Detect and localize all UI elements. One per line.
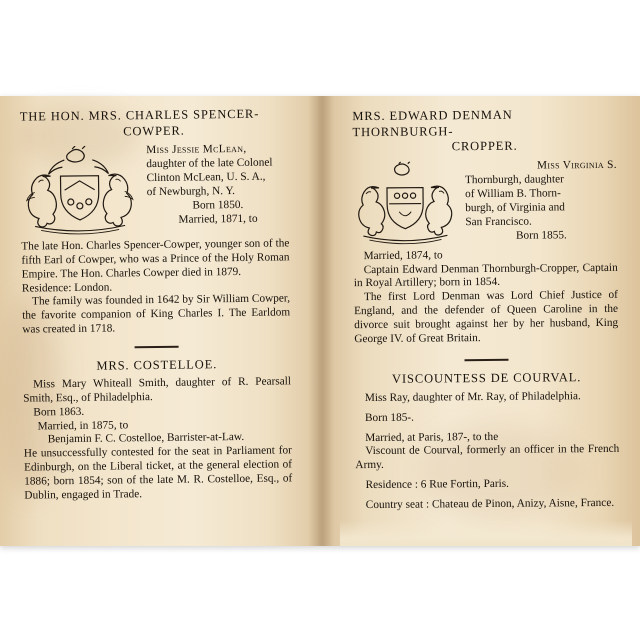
lead-line: Thornburgh, daughter	[464, 173, 564, 187]
entry-paragraph: Residence: London.	[21, 281, 113, 295]
entry-paragraph: Miss Mary Whiteall Smith, daughter of R. Pearsall Smith, Esq., of Philadelphia.	[23, 375, 292, 405]
entry-paragraph: Residence : 6 Rue Fortin, Paris.	[365, 477, 510, 491]
entry-paragraph: He unsuccessfully contested for the seat in Parliament for Edinburgh, on the Liberal ticket, at the general election of 1886; born 1854; son of the late M. R. Costelloe, Esq., of Dublin, engaged in Trade.	[23, 444, 293, 502]
entry-paragraph: The late Hon. Charles Spencer-Cowper, younger son of the fifth Earl of Cowper, who was a Prince of the Holy Roman Empire. The Hon. Charles Cowper died in 1879.	[21, 237, 290, 281]
coat-of-arms-crest-icon	[20, 145, 139, 238]
entry-title-line2: COWPER.	[123, 123, 185, 139]
entry-title: VISCOUNTESS DE COURVAL.	[391, 370, 582, 387]
lead-line: burgh, of Virginia and	[465, 201, 565, 215]
section-divider	[135, 345, 179, 348]
lead-line: Married, 1871, to	[178, 213, 258, 226]
book-gutter-shadow	[308, 96, 334, 546]
entry-paragraph: Married, 1874, to	[363, 249, 443, 262]
left-page	[8, 96, 304, 546]
entry-paragraph: Captain Edward Denman Thornburgh-Cropper, Captain in Royal Artillery; born in 1854.	[353, 261, 618, 290]
lead-line: Clinton McLean, U. S. A.,	[146, 170, 266, 185]
entry-paragraph: The first Lord Denman was Lord Chief Justice of England, and the defender of Queen Caroline in the divorce suit brought against her by her husband, King George IV. of Great Britain.	[354, 289, 619, 345]
entry-paragraph: The family was founded in 1642 by Sir William Cowper, the favorite companion of King Charles I. The Earldom was created in 1718.	[22, 292, 291, 336]
entry-title-line1: THE HON. MRS. CHARLES SPENCER-	[19, 106, 260, 124]
entry-paragraph: Miss Ray, daughter of Mr. Ray, of Philadelphia.	[364, 390, 581, 405]
lead-line: Miss Jessie McLean,	[146, 143, 247, 157]
coat-of-arms-crest-icon	[353, 161, 458, 248]
entry-header-block	[20, 142, 289, 241]
open-book-photo	[0, 96, 640, 546]
lead-line: San Francisco.	[465, 215, 532, 229]
entry-paragraph: Married, at Paris, 187-, to the	[365, 430, 499, 444]
entry-paragraph: Married, in 1875, to	[37, 419, 129, 433]
entry-title	[20, 106, 288, 141]
entry-paragraph: Born 1863.	[33, 405, 85, 419]
entry-header-block	[353, 158, 618, 250]
entry-paragraph: Born 185-.	[364, 411, 414, 424]
section-divider	[464, 359, 508, 361]
lead-line: of William B. Thorn-	[464, 187, 561, 201]
entry-paragraph: Viscount de Courval, formerly an officer in the French Army.	[355, 443, 620, 472]
lead-line: daughter of the late Colonel	[146, 156, 273, 171]
page-edge-fade	[340, 520, 632, 546]
lead-line: Born 1850.	[192, 199, 244, 212]
entry-title-line2: CROPPER.	[451, 138, 518, 154]
entry-title: MRS. COSTELLOE.	[96, 356, 218, 373]
entry-paragraph: Benjamin F. C. Costelloe, Barrister-at-Law.	[47, 431, 245, 446]
entry-paragraph: Country seat : Chateau de Pinon, Anizy, Aisne, France.	[365, 496, 615, 511]
right-page	[340, 96, 632, 546]
entry-title-line1: MRS. EDWARD DENMAN THORNBURGH-	[352, 107, 513, 139]
lead-line: of Newburgh, N. Y.	[146, 185, 236, 199]
lead-line: Born 1855.	[515, 229, 567, 242]
lead-line: Miss Virginia S.	[536, 158, 617, 172]
entry-title	[352, 107, 616, 156]
